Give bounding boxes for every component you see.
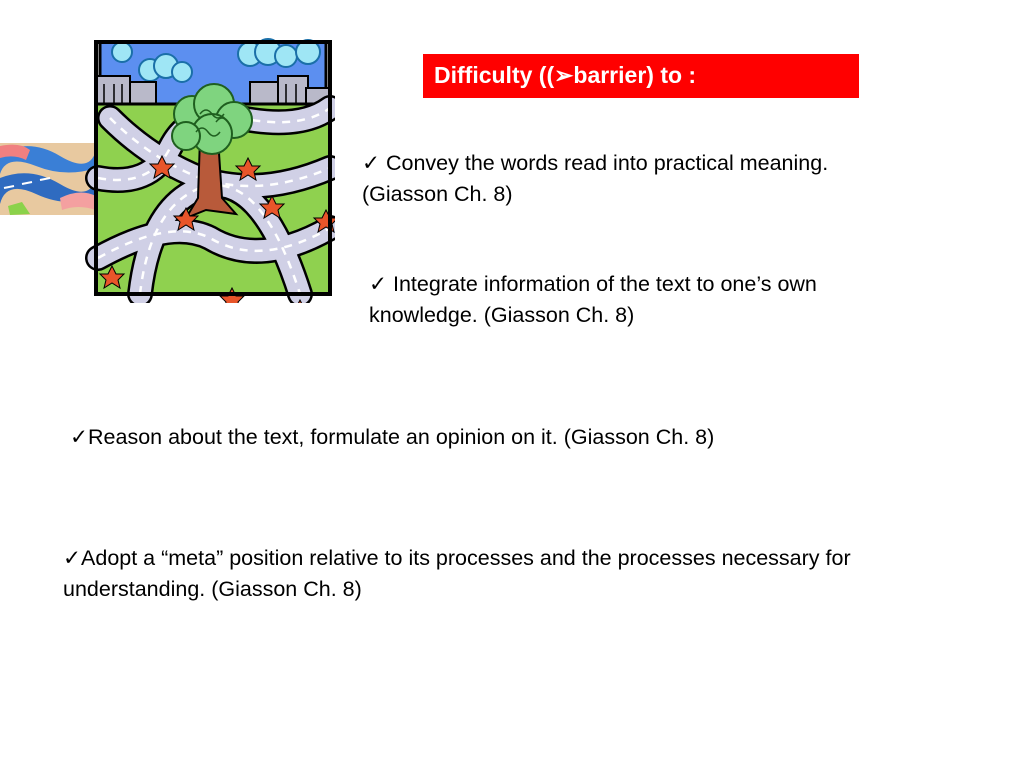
title-suffix: barrier) to : (573, 62, 697, 88)
bullet-integrate-information (369, 269, 929, 331)
arrow-bullet-icon: ➢ (554, 62, 574, 88)
bullet-text: Integrate information of the text to one’s own knowledge. (Giasson Ch. 8) (369, 272, 817, 327)
decorative-strip (0, 143, 96, 215)
city-roads-tree-clipart-icon (0, 38, 335, 303)
checkmark-icon: ✓ (63, 546, 82, 570)
checkmark-icon: ✓ (362, 151, 381, 175)
main-picture (96, 39, 335, 303)
bullet-adopt-meta-position (63, 543, 893, 605)
bullet-convey-words (362, 148, 842, 210)
checkmark-icon: ✓ (70, 425, 89, 449)
title-prefix: Difficulty (( (434, 62, 555, 88)
bullet-reason-about-text (70, 422, 900, 453)
bullet-text: Reason about the text, formulate an opinion on it. (Giasson Ch. 8) (88, 425, 715, 449)
title-box (423, 54, 859, 98)
bullet-text: Adopt a “meta” position relative to its processes and the processes necessary for understanding. (Giasson Ch. 8) (63, 546, 851, 601)
slide-title (434, 62, 696, 88)
bullet-text: Convey the words read into practical meaning. (Giasson Ch. 8) (362, 151, 829, 206)
checkmark-icon: ✓ (369, 272, 388, 296)
